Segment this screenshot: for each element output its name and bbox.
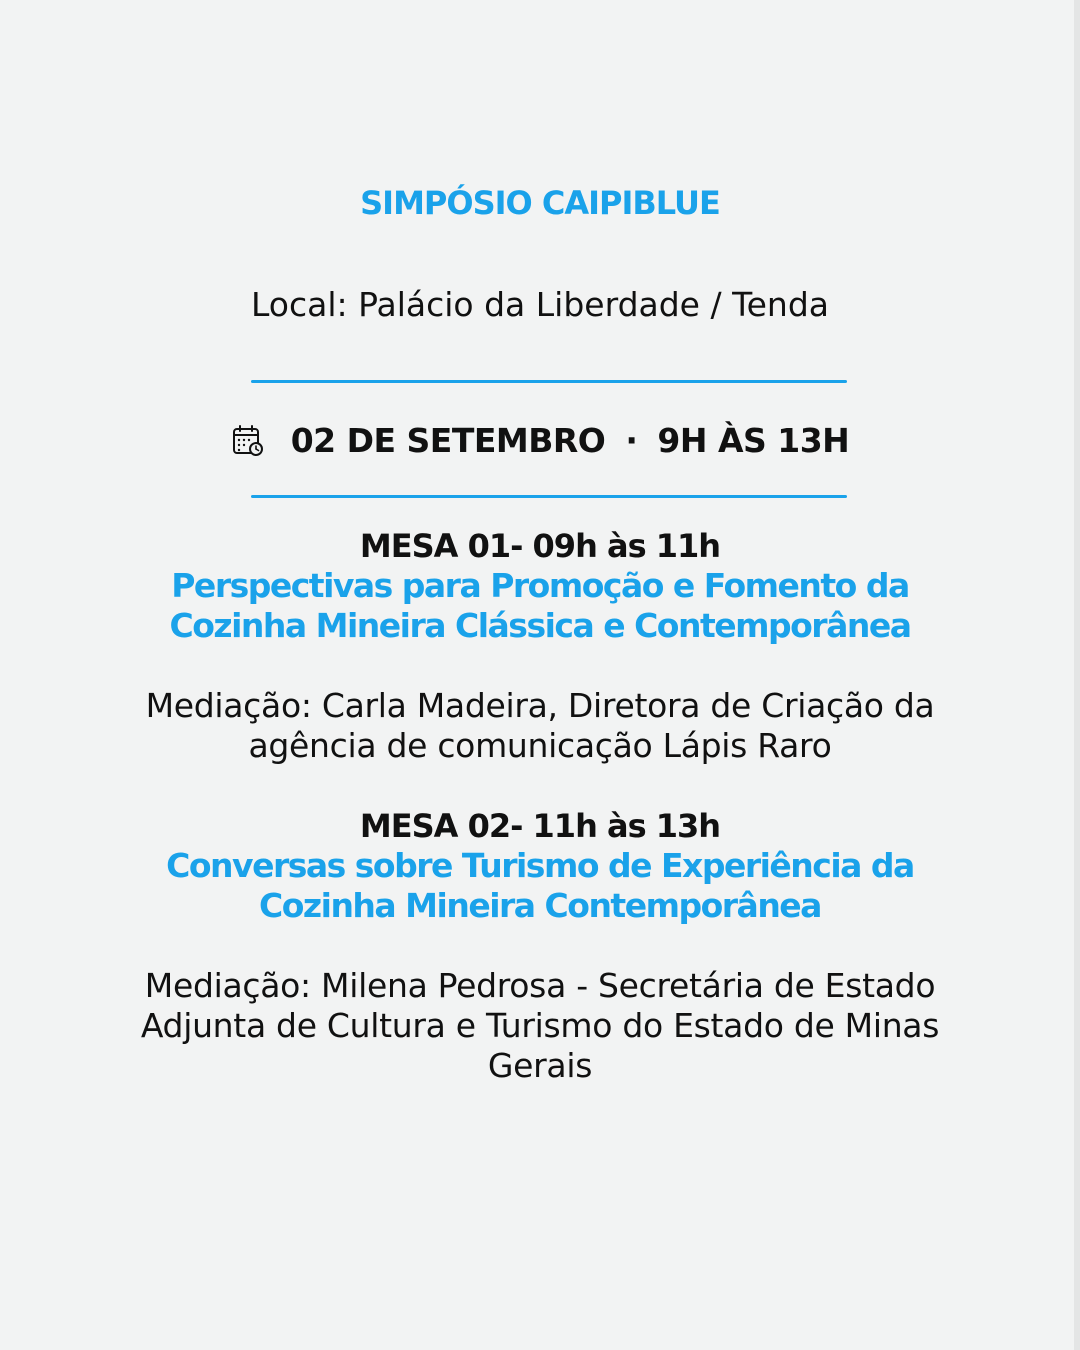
session-1-mediation-line2: agência de comunicação Lápis Raro [248, 726, 832, 765]
session-2-mediation-line1: Mediação: Milena Pedrosa - Secretária de Estado [144, 966, 936, 1005]
session-2 [60, 806, 1020, 1086]
divider-bottom [251, 495, 847, 498]
session-1-title-line2: Cozinha Mineira Clássica e Contemporânea [169, 606, 911, 645]
session-2-mediation-line3: Gerais [487, 1046, 593, 1085]
schedule-row [0, 416, 1080, 464]
event-title: SIMPÓSIO CAIPIBLUE [360, 184, 720, 222]
session-1 [60, 526, 1020, 766]
session-2-heading: MESA 02- 11h às 13h [359, 807, 721, 845]
schedule-time: 9H ÀS 13H [657, 420, 850, 460]
session-2-title-line1: Conversas sobre Turismo de Experiência da [166, 846, 914, 885]
session-1-heading: MESA 01- 09h às 11h [359, 527, 721, 565]
session-2-mediation-line2: Adjunta de Cultura e Turismo do Estado de Minas [140, 1006, 940, 1045]
divider-top [251, 380, 847, 383]
session-2-title-line2: Cozinha Mineira Contemporânea [259, 886, 821, 925]
session-1-mediation-line1: Mediação: Carla Madeira, Diretora de Criação da [145, 686, 935, 725]
calendar-clock-icon [231, 423, 265, 457]
schedule-separator: · [625, 420, 638, 460]
schedule-date: 02 DE SETEMBRO [290, 420, 606, 460]
event-location: Local: Palácio da Liberdade / Tenda [250, 285, 830, 324]
session-1-title-line1: Perspectivas para Promoção e Fomento da [171, 566, 909, 605]
